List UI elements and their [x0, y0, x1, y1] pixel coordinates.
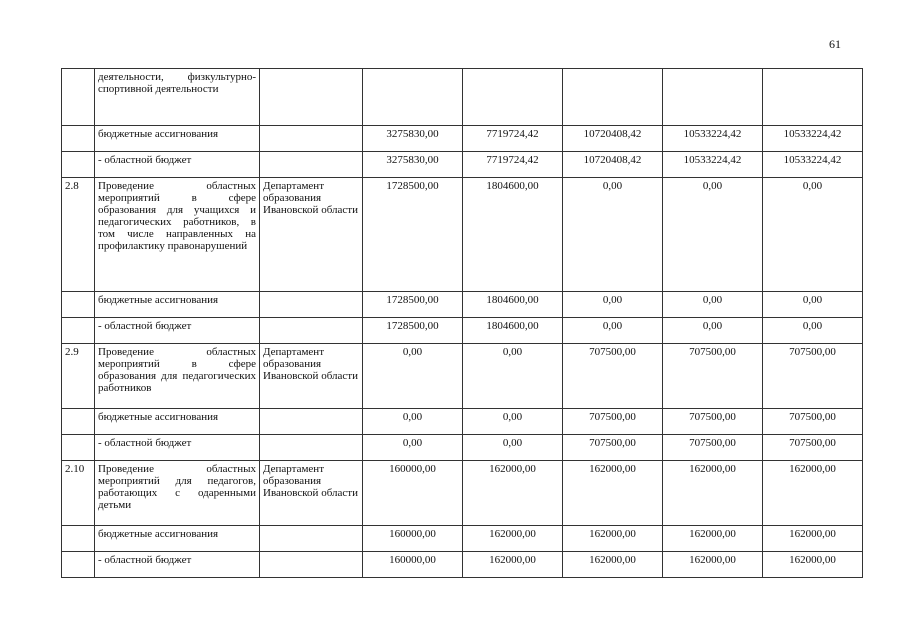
value-cell: 1804600,00 — [463, 178, 563, 292]
value-cell: 707500,00 — [663, 344, 763, 409]
table-row-sub — [62, 292, 863, 318]
value-cell: 707500,00 — [763, 409, 863, 435]
row-executor — [260, 435, 363, 461]
table-row-item — [62, 344, 863, 409]
table-row-sub — [62, 526, 863, 552]
table-body — [62, 69, 863, 578]
row-executor — [260, 126, 363, 152]
table-row-sub — [62, 152, 863, 178]
row-executor — [260, 526, 363, 552]
value-cell: 7719724,42 — [463, 152, 563, 178]
row-index — [62, 152, 95, 178]
value-cell: 160000,00 — [363, 461, 463, 526]
value-cell: 1728500,00 — [363, 292, 463, 318]
row-index — [62, 318, 95, 344]
value-cell: 0,00 — [463, 409, 563, 435]
row-index: 2.9 — [62, 344, 95, 409]
row-index — [62, 126, 95, 152]
value-cell: 707500,00 — [763, 435, 863, 461]
value-cell — [463, 69, 563, 126]
row-description: Проведение областных мероприятий в сфере образования для педагогических работников — [95, 344, 260, 409]
value-cell: 0,00 — [463, 435, 563, 461]
value-cell: 3275830,00 — [363, 126, 463, 152]
value-cell: 1804600,00 — [463, 292, 563, 318]
row-description: бюджетные ассигнования — [95, 292, 260, 318]
value-cell: 1728500,00 — [363, 178, 463, 292]
table-row-sub — [62, 435, 863, 461]
value-cell: 162000,00 — [463, 526, 563, 552]
value-cell: 707500,00 — [663, 409, 763, 435]
row-index — [62, 409, 95, 435]
value-cell: 10720408,42 — [563, 126, 663, 152]
row-description: - областной бюджет — [95, 318, 260, 344]
row-description: бюджетные ассигнования — [95, 409, 260, 435]
row-description: Проведение областных мероприятий в сфере образования для учащихся и педагогических работников, в том числе направленных на профилактику правонарушений — [95, 178, 260, 292]
value-cell: 0,00 — [563, 178, 663, 292]
row-index: 2.10 — [62, 461, 95, 526]
value-cell: 0,00 — [463, 344, 563, 409]
table-row-sub — [62, 409, 863, 435]
value-cell: 0,00 — [563, 318, 663, 344]
value-cell: 10533224,42 — [663, 152, 763, 178]
value-cell: 0,00 — [363, 409, 463, 435]
value-cell: 160000,00 — [363, 526, 463, 552]
value-cell: 7719724,42 — [463, 126, 563, 152]
table-row-sub — [62, 126, 863, 152]
row-executor — [260, 409, 363, 435]
page-number: 61 — [829, 37, 841, 51]
value-cell: 162000,00 — [463, 552, 563, 578]
value-cell: 0,00 — [763, 292, 863, 318]
value-cell: 162000,00 — [763, 552, 863, 578]
value-cell: 3275830,00 — [363, 152, 463, 178]
value-cell: 162000,00 — [663, 526, 763, 552]
value-cell: 10533224,42 — [663, 126, 763, 152]
row-index — [62, 69, 95, 126]
value-cell: 0,00 — [663, 292, 763, 318]
row-executor — [260, 318, 363, 344]
row-executor — [260, 152, 363, 178]
row-executor — [260, 552, 363, 578]
value-cell: 10720408,42 — [563, 152, 663, 178]
value-cell: 0,00 — [563, 292, 663, 318]
value-cell: 162000,00 — [663, 552, 763, 578]
value-cell: 10533224,42 — [763, 126, 863, 152]
row-index — [62, 435, 95, 461]
value-cell — [663, 69, 763, 126]
value-cell: 1728500,00 — [363, 318, 463, 344]
row-description: бюджетные ассигнования — [95, 526, 260, 552]
value-cell: 162000,00 — [563, 526, 663, 552]
row-description: бюджетные ассигнования — [95, 126, 260, 152]
row-description: деятельности, физкультурно-спортивной деятельности — [95, 69, 260, 126]
value-cell: 0,00 — [363, 435, 463, 461]
value-cell: 0,00 — [663, 178, 763, 292]
table-row-sub — [62, 552, 863, 578]
row-executor — [260, 69, 363, 126]
table-row-item — [62, 178, 863, 292]
table-row-item — [62, 69, 863, 126]
value-cell: 0,00 — [663, 318, 763, 344]
value-cell: 0,00 — [363, 344, 463, 409]
value-cell: 162000,00 — [563, 552, 663, 578]
row-description: - областной бюджет — [95, 552, 260, 578]
value-cell: 10533224,42 — [763, 152, 863, 178]
row-executor: Департамент образования Ивановской области — [260, 178, 363, 292]
value-cell: 162000,00 — [763, 461, 863, 526]
row-description: - областной бюджет — [95, 435, 260, 461]
value-cell: 1804600,00 — [463, 318, 563, 344]
value-cell: 162000,00 — [663, 461, 763, 526]
value-cell: 707500,00 — [763, 344, 863, 409]
row-index: 2.8 — [62, 178, 95, 292]
table-row-item — [62, 461, 863, 526]
row-description: - областной бюджет — [95, 152, 260, 178]
value-cell: 0,00 — [763, 178, 863, 292]
value-cell: 707500,00 — [663, 435, 763, 461]
row-executor: Департамент образования Ивановской области — [260, 461, 363, 526]
table-row-sub — [62, 318, 863, 344]
value-cell — [563, 69, 663, 126]
row-executor: Департамент образования Ивановской области — [260, 344, 363, 409]
row-executor — [260, 292, 363, 318]
row-description: Проведение областных мероприятий для педагогов, работающих с одаренными детьми — [95, 461, 260, 526]
value-cell: 162000,00 — [463, 461, 563, 526]
row-index — [62, 292, 95, 318]
value-cell: 707500,00 — [563, 435, 663, 461]
value-cell: 707500,00 — [563, 409, 663, 435]
value-cell — [363, 69, 463, 126]
row-index — [62, 526, 95, 552]
value-cell: 162000,00 — [763, 526, 863, 552]
value-cell: 160000,00 — [363, 552, 463, 578]
value-cell: 0,00 — [763, 318, 863, 344]
value-cell: 162000,00 — [563, 461, 663, 526]
budget-table — [61, 68, 863, 578]
row-index — [62, 552, 95, 578]
value-cell — [763, 69, 863, 126]
value-cell: 707500,00 — [563, 344, 663, 409]
